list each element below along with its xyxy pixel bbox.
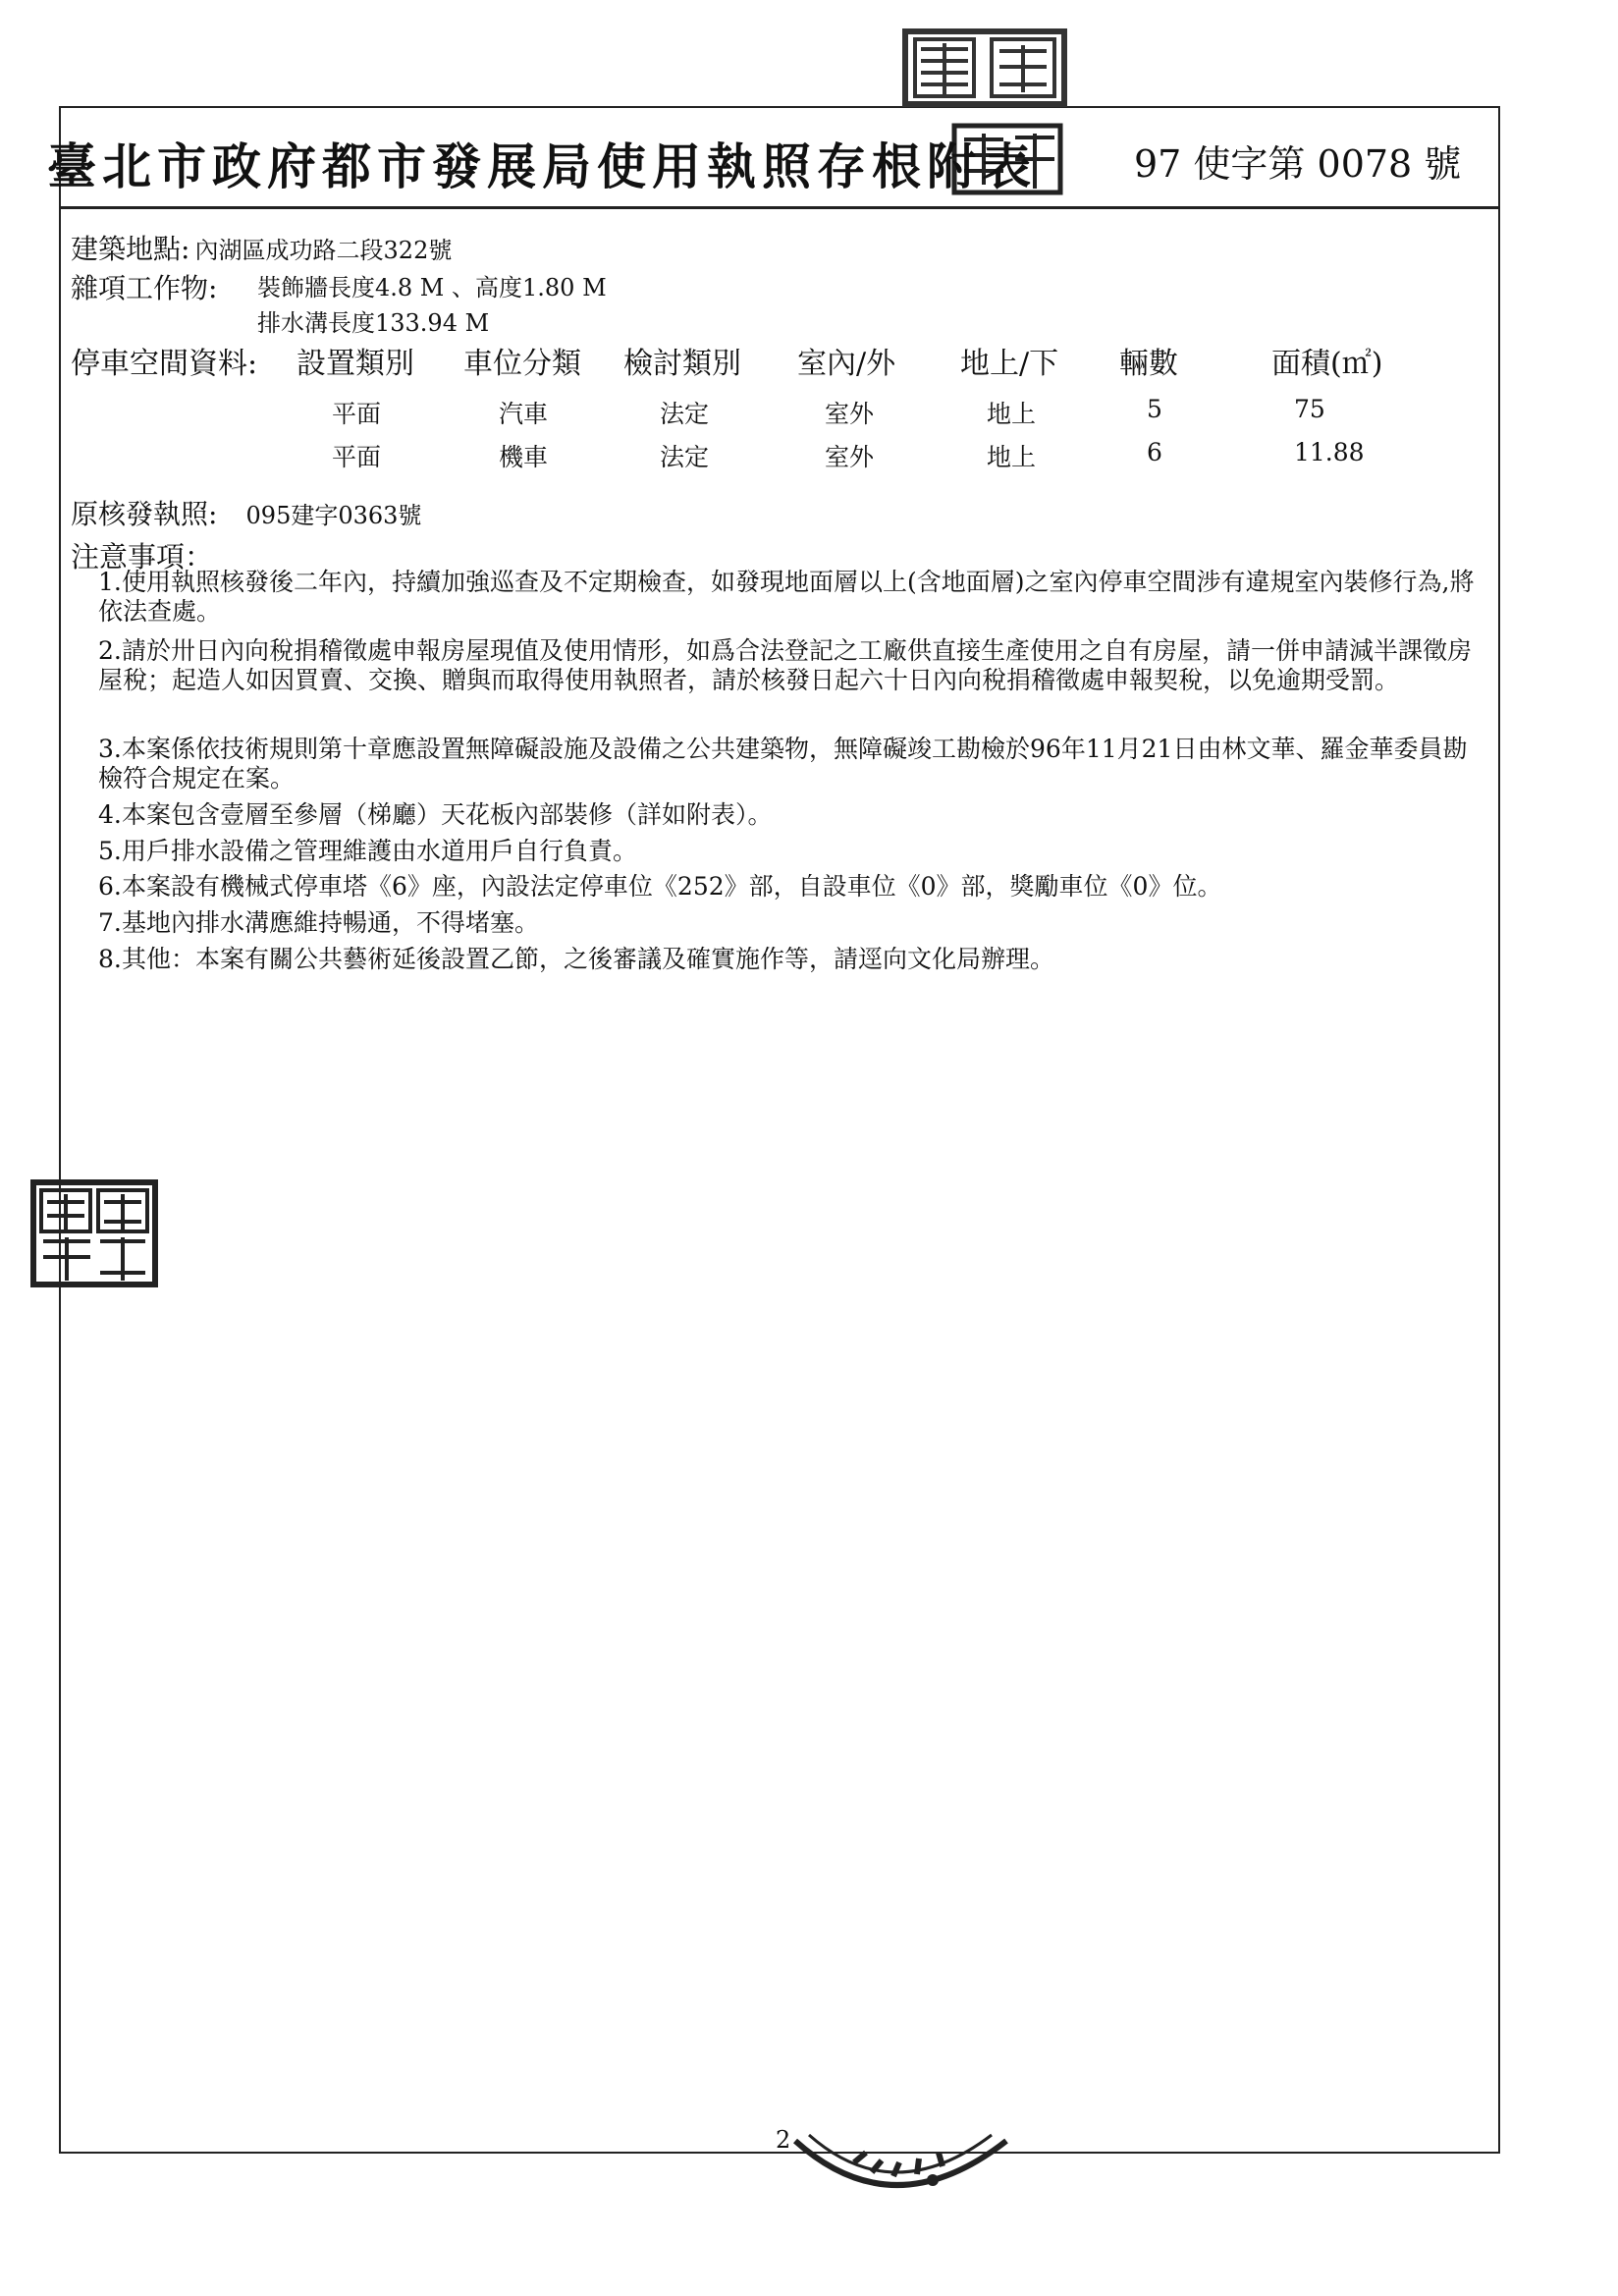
parking-row-2-category: 機車: [499, 443, 549, 471]
bottom-round-stamp-icon: [785, 2111, 1011, 2210]
note-number: 5.: [98, 837, 122, 865]
building-site-row: [71, 228, 452, 267]
parking-row-1-count: 5: [1147, 395, 1162, 423]
misc-works-row: [71, 267, 217, 306]
original-permit-label: 原核發執照:: [71, 498, 218, 530]
note-text: 本案包含壹層至參層（梯廳）天花板內部裝修（詳如附表）。: [122, 800, 773, 829]
left-seal-stamp-icon: [29, 1178, 159, 1288]
parking-row-2-level: 地上: [987, 443, 1037, 471]
top-seal-stamp-icon: [901, 27, 1068, 108]
parking-row-2-count: 6: [1147, 438, 1162, 466]
parking-row-1-indoor: 室外: [825, 400, 875, 428]
building-site-label: 建築地點:: [71, 233, 190, 265]
page-number: 2: [776, 2126, 791, 2154]
note-item: [98, 568, 1483, 627]
parking-col-category: 車位分類: [463, 347, 581, 381]
original-permit-value: 095建字0363號: [245, 502, 422, 529]
parking-row-1-type: 平面: [332, 400, 382, 428]
parking-col-count: 輛數: [1119, 347, 1178, 381]
parking-row-2-review: 法定: [660, 443, 710, 471]
parking-col-area: 面積(㎡): [1271, 347, 1383, 381]
note-number: 3.: [98, 735, 122, 763]
note-number: 8.: [98, 945, 122, 973]
misc-works-line-1: 裝飾牆長度4.8 M 、高度1.80 M: [257, 274, 607, 301]
building-site-value: 內湖區成功路二段322號: [194, 237, 453, 264]
note-item: [98, 872, 1483, 902]
parking-col-level: 地上/下: [960, 347, 1059, 381]
note-item: [98, 735, 1483, 793]
note-number: 2.: [98, 636, 122, 665]
parking-row-1-level: 地上: [987, 400, 1037, 428]
parking-row-2-indoor: 室外: [825, 443, 875, 471]
parking-col-type: 設置類別: [297, 347, 414, 381]
parking-row-1-review: 法定: [660, 400, 710, 428]
notes-title: 注意事項：: [71, 540, 214, 574]
parking-row-2-area: 11.88: [1294, 438, 1365, 466]
misc-works-line-2: 排水溝長度133.94 M: [257, 309, 490, 337]
note-item: [98, 945, 1483, 974]
note-text: 本案設有機械式停車塔《6》座，內設法定停車位《252》部，自設車位《0》部，獎勵車位《0》位。: [122, 872, 1222, 901]
note-item: [98, 636, 1483, 695]
title-divider: [59, 206, 1500, 209]
note-text: 用戶排水設備之管理維護由水道用戶自行負責。: [122, 837, 638, 865]
note-number: 1.: [98, 568, 122, 596]
note-number: 4.: [98, 800, 122, 829]
note-text: 本案係依技術規則第十章應設置無障礙設施及設備之公共建築物，無障礙竣工勘檢於96年11月21日由林文華、羅金華委員勘檢符合規定在案。: [98, 735, 1468, 793]
note-text: 使用執照核發後二年內，持續加強巡查及不定期檢查，如發現地面層以上(含地面層)之室內停車空間涉有違規室內裝修行為,將依法查處。: [98, 568, 1475, 626]
permit-number: 97 使字第 0078 號: [1134, 142, 1462, 186]
document-title: 臺北市政府都市發展局使用執照存根附表: [47, 137, 1037, 195]
document-frame: [59, 106, 1500, 2154]
note-text: 其他：本案有關公共藝術延後設置乙節，之後審議及確實施作等，請逕向文化局辦理。: [122, 945, 1055, 973]
original-permit-row: [71, 493, 421, 532]
note-number: 7.: [98, 908, 122, 937]
parking-col-review: 檢討類別: [623, 347, 741, 381]
parking-row-1-area: 75: [1294, 395, 1325, 423]
parking-col-indoor: 室內/外: [797, 347, 896, 381]
parking-label: 停車空間資料:: [71, 347, 258, 381]
parking-row-1-category: 汽車: [499, 400, 549, 428]
note-item: [98, 837, 1483, 866]
note-item: [98, 800, 1483, 830]
misc-works-label: 雜項工作物:: [71, 272, 218, 304]
note-text: 請於卅日內向稅捐稽徵處申報房屋現值及使用情形，如爲合法登記之工廠供直接生產使用之自有房屋，請一併申請減半課徵房屋稅；起造人如因買賣、交換、贈與而取得使用執照者，請於核發日起六十日內向稅捐稽徵處申報契稅，以免逾期受罰。: [98, 636, 1473, 694]
note-item: [98, 908, 1483, 938]
parking-row-2-type: 平面: [332, 443, 382, 471]
note-number: 6.: [98, 872, 122, 901]
note-text: 基地內排水溝應維持暢通，不得堵塞。: [122, 908, 540, 937]
